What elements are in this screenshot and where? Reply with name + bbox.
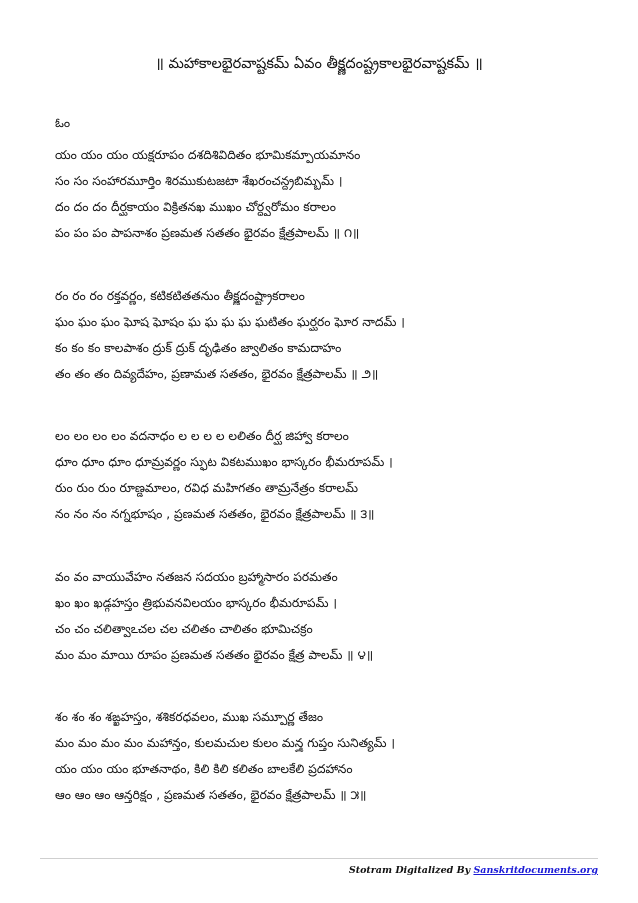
verse-line: కం కం కం కాలపాశం ద్రుక్ ద్రుక్ దృఢితం జ్వాలితం కామదాహం: [55, 341, 342, 355]
verse-line: లం లం లం లం వదనాధం ల ల ల ల లలితం దీర్ఘ జిహ్వా కరాలం: [55, 429, 349, 443]
verse-line: యం యం యం యక్షరూపం దశదిశివిదితం భూమికమ్పాయమానం: [55, 148, 361, 162]
verse-line: ఘం ఘం ఘం ఘోష ఘోషం ఘ ఘ ఘ ఘ ఘటితం ఘర్ఘరం ఘోర నాదమ్ ।: [55, 315, 405, 329]
verse-line: ఆం ఆం ఆం ఆన్తరిక్షం , ప్రణమత సతతం, భైరవం క్షేత్రపాలమ్ ॥ ౫॥: [55, 788, 367, 802]
verse-line: ఖం ఖం ఖడ్గహస్తం త్రిభువనవిలయం భాస్కరం భీమరూపమ్ ।: [55, 596, 337, 610]
verse-line: యం యం యం భూతనాథం, కిలి కిలి కలితం బాలకేలి ప్రదహానం: [55, 762, 353, 776]
verse-line: మం మం మాయి రూపం ప్రణమత సతతం భైరవం క్షేత్ర పాలమ్ ॥ ౪॥: [55, 648, 374, 662]
verse-line: తం తం తం దివ్యదేహం, ప్రణామత సతతం, భైరవం క్షేత్రపాలమ్ ॥ ౨॥: [55, 367, 379, 381]
verse-line: మం మం మం మం మహాన్తం, కులమచుల కులం మన్త్ర గుప్తం సునిత్యమ్ ।: [55, 736, 395, 750]
footer-divider: [40, 858, 598, 859]
verse-line: ధూం ధూం ధూం ధూమ్రవర్ణం స్ఫుట వికటముఖం భాస్కరం భీమరూపమ్ ।: [55, 455, 393, 469]
verse-line: సం సం సంహారమూర్తిం శిరముకుటజటా శేఖరంచన్ద్రబిమ్బమ్ ।: [55, 174, 343, 188]
verse-line: చం చం చలిత్వాఽచల చల చలితం చాలితం భూమిచక్రం: [55, 622, 313, 636]
verse-line: రం రం రం రక్తవర్ణం, కటికటితతనుం తీక్ష్ణదంష్ట్రాకరాలం: [55, 289, 305, 303]
verse-line: నం నం నం నగ్నభూషం , ప్రణమత సతతం, భైరవం క్షేత్రపాలమ్ ॥ ౩॥: [55, 507, 375, 521]
footer-link[interactable]: Sanskritdocuments.org: [473, 865, 598, 876]
verse-line: రుం రుం రుం రూణ్డమాలం, రవిధ మహిగతం తామ్రనేత్రం కరాలమ్: [55, 481, 359, 495]
om-line: ఓం: [55, 116, 71, 130]
footer-credit: [349, 865, 598, 877]
verse-line: దం దం దం దీర్ఘకాయం విక్రితనఖ ముఖం చోర్ధ్వరోమం కరాలం: [55, 200, 336, 214]
page-title: ॥ మహాకాలభైరవాష్టకమ్ ఏవం తీక్ష్ణదంష్ట్రకాలభైరవాష్టకమ్ ॥: [155, 56, 483, 72]
verse-line: పం పం పం పాపనాశం ప్రణమత సతతం భైరవం క్షేత్రపాలమ్ ॥ ౧॥: [55, 226, 360, 240]
verse-line: శం శం శం శఙ్ఖహస్తం, శశికరధవలం, ముఖ సమ్పూర్ణ తేజం: [55, 710, 324, 724]
verse-line: వం వం వాయువేహం నతజన సదయం బ్రహ్మాసారం పరమతం: [55, 570, 338, 584]
footer-prefix: Stotram Digitalized By: [348, 865, 474, 876]
